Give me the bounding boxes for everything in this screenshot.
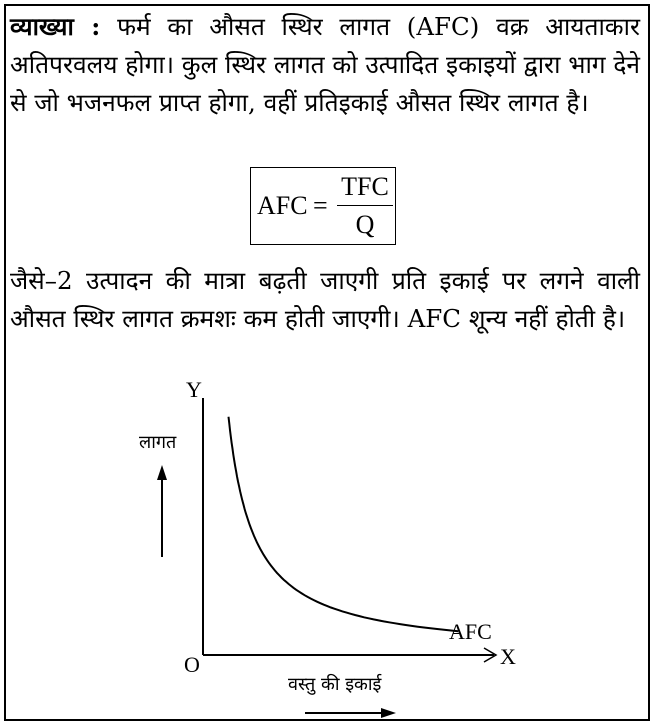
afc-series [229, 417, 459, 631]
x-axis-end-label: X [500, 644, 516, 669]
right-arrow-icon [381, 708, 396, 718]
explanation-text: फर्म का औसत स्थिर लागत (AFC) वक्र आयताकार अतिपरवलय होगा। कुल स्थिर लागत को उत्पादित इकाइयों द्वारा भाग देने से जो भजनफल प्राप्त होगा, वहीं प्रतिइकाई औसत स्थिर लागत है। [10, 12, 640, 117]
origin-label: O [184, 652, 200, 677]
formula-denominator: Q [355, 210, 375, 239]
x-axis-label: वस्तु की इकाई [288, 674, 382, 695]
series-label-afc: AFC [449, 619, 492, 644]
formula-equals: = [313, 191, 328, 220]
up-arrow-icon [157, 465, 167, 480]
formula-lhs: AFC [257, 191, 308, 220]
explanation-label: व्याख्या : [10, 12, 101, 41]
y-axis-label: लागत [139, 432, 177, 453]
continuation-paragraph: जैसे–2 उत्पादन की मात्रा बढ़ती जाएगी प्रति इकाई पर लगने वाली औसत स्थिर लागत क्रमशः कम होती जाएगी। AFC शून्य नहीं होती है। [10, 266, 640, 333]
formula-numerator: TFC [341, 172, 389, 201]
afc-curve-line [229, 417, 459, 631]
y-axis-end-label: Y [186, 377, 202, 402]
